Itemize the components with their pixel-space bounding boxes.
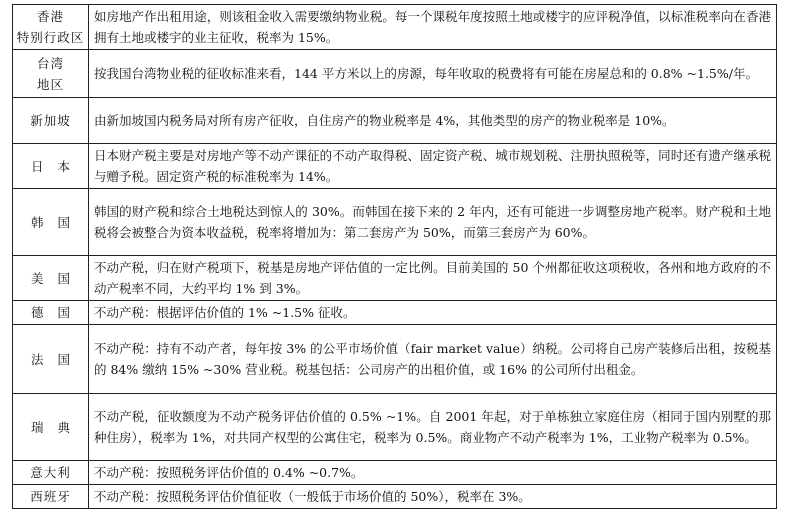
country-cell: 意大利 — [13, 461, 89, 485]
country-cell — [13, 5, 89, 50]
country-cell: 韩国 — [13, 189, 89, 256]
table-row — [13, 5, 777, 50]
table-row — [13, 301, 777, 325]
tax-description: 韩国的财产税和综合土地税达到惊人的 30%。而韩国在接下来的 2 年内，还有可能进一步调整房地产税率。财产税和土地税将会被整合为资本收益税，税率将增加为：第二套房产为 50%，而第三套房产为 60%。 — [89, 189, 777, 256]
tax-table — [12, 4, 777, 509]
country-cell: 德国 — [13, 301, 89, 325]
tax-description: 如房地产作出租用途，则该租金收入需要缴纳物业税。每一个课税年度按照土地或楼宇的应评税净值，以标准税率向在香港拥有土地或楼宇的业主征收，税率为 15%。 — [89, 5, 777, 50]
country-cell — [13, 50, 89, 98]
country-cell: 美国 — [13, 256, 89, 301]
table-row — [13, 98, 777, 144]
tax-description: 不动产税：根据评估价值的 1% ~1.5% 征收。 — [89, 301, 777, 325]
country-cell: 瑞典 — [13, 394, 89, 461]
tax-description: 不动产税：按照税务评估价值的 0.4% ~0.7%。 — [89, 461, 777, 485]
tax-description: 不动产税，归在财产税项下，税基是房地产评估值的一定比例。目前美国的 50 个州都征收这项税收，各州和地方政府的不动产税率不同，大约平均 1% 到 3%。 — [89, 256, 777, 301]
table-row — [13, 189, 777, 256]
table-row — [13, 394, 777, 461]
tax-description: 按我国台湾物业税的征收标准来看，144 平方米以上的房源，每年收取的税费将有可能在房屋总和的 0.8% ~1.5%/年。 — [89, 50, 777, 98]
table-row — [13, 144, 777, 189]
table-row — [13, 50, 777, 98]
table-row — [13, 461, 777, 485]
country-line-1: 台湾 — [36, 55, 64, 71]
tax-description: 日本财产税主要是对房地产等不动产课征的不动产取得税、固定资产税、城市规划税、注册执照税等，同时还有遗产继承税与赠予税。固定资产税的标准税率为 14%。 — [89, 144, 777, 189]
country-cell: 法国 — [13, 325, 89, 394]
country-line-1: 香港 — [36, 9, 64, 24]
table-row — [13, 256, 777, 301]
country-cell: 日本 — [13, 144, 89, 189]
tax-description: 不动产税：按照税务评估价值征收（一般低于市场价值的 50%），税率在 3%。 — [89, 485, 777, 509]
tax-description: 由新加坡国内税务局对所有房产征收，自住房产的物业税率是 4%，其他类型的房产的物业税率是 10%。 — [89, 98, 777, 144]
tax-description: 不动产税，征收额度为不动产税务评估价值的 0.5% ~1%。自 2001 年起，对于单栋独立家庭住房（相同于国内别墅的那种住房），税率为 1%，对共同产权型的公寓住宅，税率为 0.5%。商业物产不动产税率为 1%，工业物产税率为 0.5%。 — [89, 394, 777, 461]
country-cell: 新加坡 — [13, 98, 89, 144]
table-row — [13, 325, 777, 394]
country-line-2: 地区 — [36, 76, 64, 92]
country-line-2: 特别行政区 — [16, 30, 85, 45]
tax-description: 不动产税：持有不动产者，每年按 3% 的公平市场价值（fair market value）纳税。公司将自己房产装修后出租，按税基的 84% 缴纳 15% ~30% 营业税。税基包括：公司房产的出租价值，或 16% 的公司所付出租金。 — [89, 325, 777, 394]
country-cell: 西班牙 — [13, 485, 89, 509]
